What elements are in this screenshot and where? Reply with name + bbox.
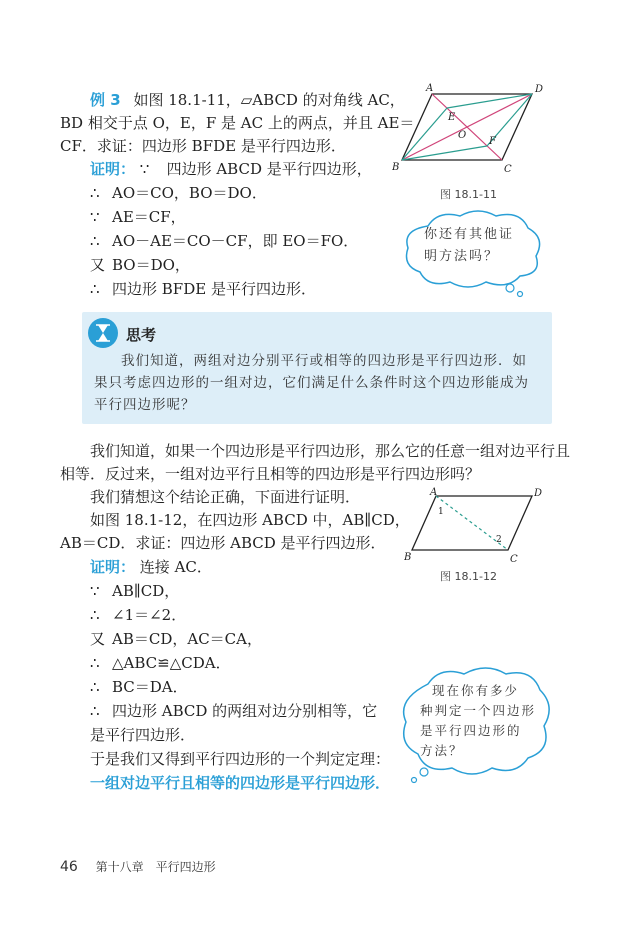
proof-step: ∴ AO＝CO，BO＝DO． (90, 184, 267, 202)
cloud2-line4: 方法？ (420, 743, 464, 758)
hourglass-icon (88, 318, 118, 348)
proof2-step: ∴ 四边形 ABCD 的两组对边分别相等，它 (90, 702, 378, 720)
thinking-box (82, 312, 552, 424)
proof-label: 证明： (90, 160, 136, 178)
angle-2-label: 2 (496, 535, 502, 545)
body-paragraph-1a: 我们知道，如果一个四边形是平行四边形，那么它的任意一组对边平行且 (90, 442, 571, 460)
proof-step: ∴ 四边形 BFDE 是平行四边形． (90, 280, 316, 298)
label-C2: C (510, 554, 518, 565)
proof2-tail: 是平行四边形． (90, 726, 196, 744)
example-intro-line1: 例 3 如图 18.1-11，▱ABCD 的对角线 AC， (90, 91, 405, 109)
angle-1-label: 1 (438, 507, 444, 517)
label-D2: D (534, 488, 543, 499)
label-O: O (458, 130, 467, 141)
example-intro-line3: CF．求证：四边形 BFDE 是平行四边形． (60, 137, 346, 155)
proof2-step: ∴ BC＝DA． (90, 678, 188, 696)
thinking-text: 我们知道，两组对边分别平行或相等的四边形是平行四边形．如果只考虑四边形的一组对边，它们满足什么条件时这个四边形能成为平行四边形呢？ (94, 353, 529, 413)
cloud1-line2: 明方法吗？ (424, 249, 500, 264)
figure-quadrilateral (404, 486, 544, 566)
proof-step: ∵ AE＝CF， (90, 208, 186, 226)
label-B: B (392, 162, 400, 173)
thinking-title: 思考 (126, 326, 157, 344)
proof2-step: 又 AB＝CD，AC＝CA， (90, 630, 262, 648)
body-paragraph-2: 我们猜想这个结论正确，下面进行证明． (90, 488, 361, 506)
figure-parallelogram-diagonals (392, 82, 552, 182)
label-E: E (448, 112, 456, 123)
figure1-caption: 图 18.1-11 (440, 188, 497, 201)
label-C: C (504, 164, 512, 175)
cloud2-line1: 现在你有多少 (432, 683, 520, 698)
proof2-step: ∵ AB∥CD， (90, 582, 180, 600)
proof2-step: ∴ ∠1＝∠2． (90, 606, 187, 624)
proof2-label: 证明： (90, 558, 136, 576)
label-B2: B (404, 552, 412, 563)
label-D: D (535, 84, 544, 95)
body-paragraph-3a: 如图 18.1-12，在四边形 ABCD 中，AB∥CD， (90, 511, 410, 529)
label-A2: A (430, 487, 438, 498)
body-paragraph-3b: AB＝CD．求证：四边形 ABCD 是平行四边形． (60, 534, 386, 552)
figure2-caption: 图 18.1-12 (440, 570, 497, 583)
page-number: 46 (60, 859, 78, 875)
body-paragraph-1b: 相等．反过来，一组对边平行且相等的四边形是平行四边形吗？ (60, 465, 481, 483)
proof2-first-line: 证明： 连接 AC． (90, 558, 212, 576)
example-label: 例 3 (90, 91, 121, 109)
example-intro-line2: BD 相交于点 O，E，F 是 AC 上的两点，并且 AE＝ (60, 114, 415, 132)
cloud1-line1: 你还有其他证 (424, 227, 515, 242)
page-footer (60, 858, 216, 875)
cloud2-line3: 是平行四边形的 (420, 723, 522, 738)
theorem-statement: 一组对边平行且相等的四边形是平行四边形． (90, 774, 391, 792)
proof-step: 又 BO＝DO， (90, 256, 190, 274)
cloud2-line2: 种判定一个四边形 (420, 703, 537, 718)
proof2-step: ∴ △ABC≌△CDA． (90, 654, 231, 672)
example-proof-line: 证明： ∵ 四边形 ABCD 是平行四边形， (90, 160, 372, 178)
proof-step: ∴ AO－AE＝CO－CF，即 EO＝FO． (90, 232, 359, 250)
label-F: F (489, 136, 496, 147)
body-paragraph-4: 于是我们又得到平行四边形的一个判定定理： (90, 750, 391, 768)
chapter-title: 第十八章 平行四边形 (95, 860, 216, 874)
label-A: A (426, 83, 434, 94)
